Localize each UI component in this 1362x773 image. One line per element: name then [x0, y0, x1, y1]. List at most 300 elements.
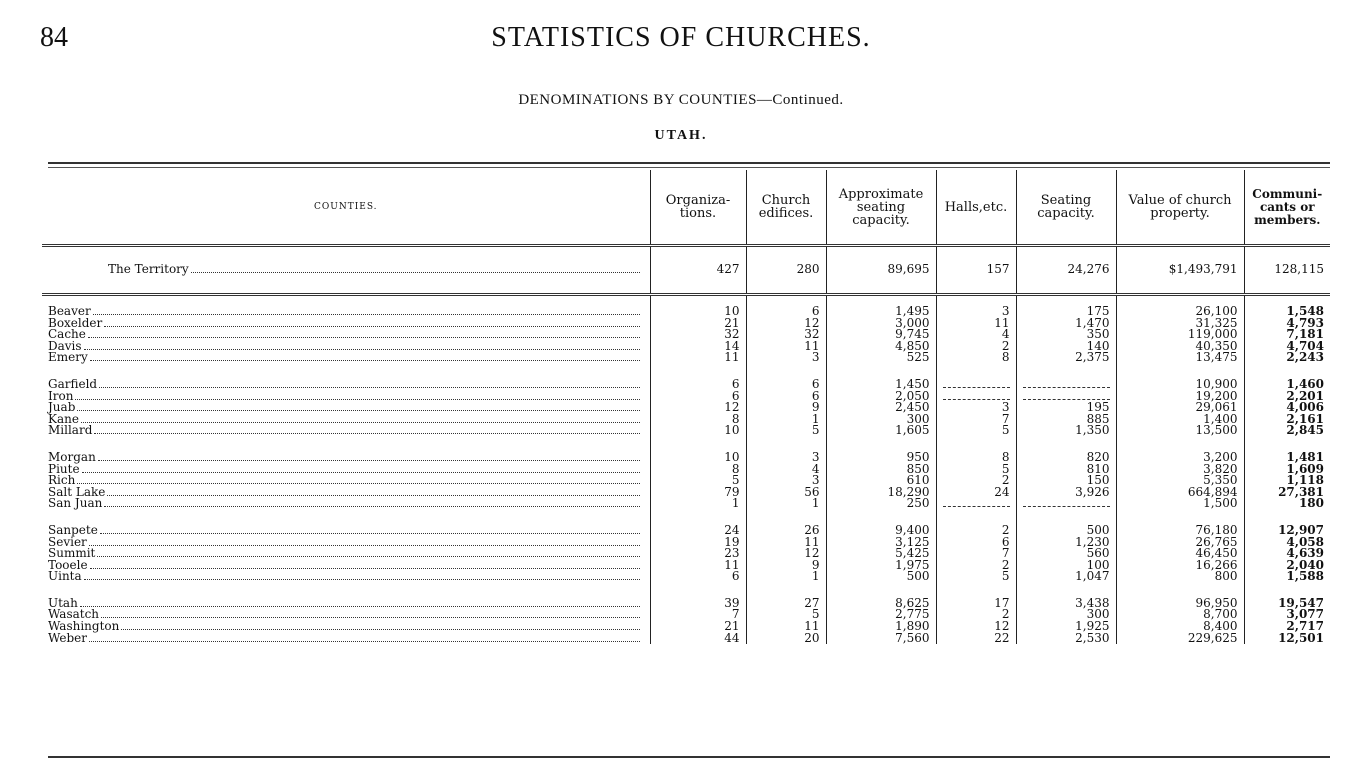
table-row	[42, 598, 1330, 610]
approx-seating-cell: 1,450	[826, 379, 936, 391]
territory-value: $1,493,791	[1116, 246, 1244, 295]
leader-dots	[90, 352, 640, 361]
seating-cell: 500	[1016, 525, 1116, 537]
seating-cell: 885	[1016, 414, 1116, 426]
county-name: Washington	[48, 619, 120, 634]
seating-cell: 1,350	[1016, 425, 1116, 437]
seating-cell: 100	[1016, 560, 1116, 572]
value-cell: 5,350	[1116, 475, 1244, 487]
table-row	[42, 306, 1330, 318]
approx-seating-cell: 2,450	[826, 402, 936, 414]
organizations-cell: 39	[650, 598, 746, 610]
communicants-cell: 4,006	[1244, 402, 1330, 414]
edifices-cell: 5	[746, 609, 826, 621]
approx-seating-cell: 1,605	[826, 425, 936, 437]
value-cell: 664,894	[1116, 487, 1244, 499]
county-name: San Juan	[48, 496, 103, 511]
county-name-cell	[42, 498, 650, 510]
edifices-cell: 27	[746, 598, 826, 610]
organizations-cell: 10	[650, 452, 746, 464]
leader-dots	[77, 402, 639, 411]
territory-seating: 24,276	[1016, 246, 1116, 295]
value-cell: 13,500	[1116, 425, 1244, 437]
value-cell: 16,266	[1116, 560, 1244, 572]
organizations-cell: 12	[650, 402, 746, 414]
table-row	[42, 498, 1330, 510]
county-name: Juab	[48, 400, 76, 415]
county-name-cell	[42, 595, 650, 610]
leader-dots	[101, 609, 639, 618]
county-name-cell	[42, 338, 650, 353]
communicants-cell: 4,704	[1244, 341, 1330, 353]
communicants-cell: 7,181	[1244, 329, 1330, 341]
approx-seating-cell: 4,850	[826, 341, 936, 353]
spacer-cell	[42, 510, 650, 525]
table-row	[42, 560, 1330, 572]
organizations-cell: 1	[650, 498, 746, 510]
leader-dots	[93, 306, 640, 315]
seating-cell: 1,047	[1016, 571, 1116, 583]
edifices-cell: 32	[746, 329, 826, 341]
communicants-cell: 3,077	[1244, 609, 1330, 621]
edifices-cell: 6	[746, 306, 826, 318]
county-name-cell	[42, 388, 650, 403]
halls-cell: 3	[936, 402, 1016, 414]
leader-dots	[89, 633, 640, 642]
seating-cell: 300	[1016, 609, 1116, 621]
seating-cell: 175	[1016, 306, 1116, 318]
leader-dots	[98, 452, 640, 461]
empty-value-dash	[1023, 500, 1110, 507]
organizations-cell: 23	[650, 548, 746, 560]
value-cell: 46,450	[1116, 548, 1244, 560]
column-header-counties: COUNTIES.	[42, 170, 650, 246]
organizations-cell: 32	[650, 329, 746, 341]
statistics-table	[42, 170, 1330, 644]
organizations-cell: 14	[650, 341, 746, 353]
edifices-cell: 6	[746, 379, 826, 391]
table-row	[42, 475, 1330, 487]
value-cell: 3,820	[1116, 464, 1244, 476]
halls-cell: 24	[936, 487, 1016, 499]
communicants-cell: 27,381	[1244, 487, 1330, 499]
value-cell: 26,765	[1116, 537, 1244, 549]
edifices-cell: 12	[746, 548, 826, 560]
county-name: Davis	[48, 338, 82, 353]
value-cell: 76,180	[1116, 525, 1244, 537]
table-row	[42, 633, 1330, 645]
approx-seating-cell: 3,125	[826, 537, 936, 549]
communicants-cell: 1,481	[1244, 452, 1330, 464]
approx-seating-cell: 1,495	[826, 306, 936, 318]
county-name: Wasatch	[48, 607, 100, 622]
communicants-cell: 4,639	[1244, 548, 1330, 560]
edifices-cell: 12	[746, 318, 826, 330]
county-name: Weber	[48, 630, 87, 645]
table-row	[42, 548, 1330, 560]
seating-cell: 810	[1016, 464, 1116, 476]
seating-cell: 1,925	[1016, 621, 1116, 633]
value-cell: 40,350	[1116, 341, 1244, 353]
halls-cell: 2	[936, 525, 1016, 537]
leader-dots	[121, 621, 639, 630]
state-title: UTAH.	[654, 128, 708, 143]
county-name-cell	[42, 548, 650, 560]
leader-dots	[88, 329, 640, 338]
organizations-cell: 21	[650, 318, 746, 330]
communicants-cell: 180	[1244, 498, 1330, 510]
column-header-church-edifices: Church edifices.	[746, 170, 826, 246]
county-name: Emery	[48, 350, 88, 365]
organizations-cell: 10	[650, 306, 746, 318]
county-name-cell	[42, 484, 650, 499]
value-cell: 800	[1116, 571, 1244, 583]
communicants-cell: 2,040	[1244, 560, 1330, 572]
halls-cell: 12	[936, 621, 1016, 633]
county-name: Rich	[48, 473, 76, 488]
edifices-cell: 26	[746, 525, 826, 537]
spacer-cell	[42, 364, 650, 379]
column-header-value: Value of church property.	[1116, 170, 1244, 246]
leader-dots	[81, 414, 640, 423]
territory-row	[42, 246, 1330, 295]
territory-organizations: 427	[650, 246, 746, 295]
communicants-cell: 4,058	[1244, 537, 1330, 549]
seating-cell: 2,375	[1016, 352, 1116, 364]
approx-seating-cell: 18,290	[826, 487, 936, 499]
organizations-cell: 19	[650, 537, 746, 549]
territory-halls: 157	[936, 246, 1016, 295]
edifices-cell: 9	[746, 560, 826, 572]
empty-value-dash	[943, 381, 1010, 388]
approx-seating-cell: 8,625	[826, 598, 936, 610]
county-name: Kane	[48, 411, 79, 426]
edifices-cell: 4	[746, 464, 826, 476]
county-name: Sevier	[48, 534, 87, 549]
county-name: Sanpete	[48, 522, 98, 537]
organizations-cell: 6	[650, 379, 746, 391]
value-cell: 13,475	[1116, 352, 1244, 364]
halls-cell: 2	[936, 341, 1016, 353]
communicants-cell: 2,845	[1244, 425, 1330, 437]
halls-cell: 2	[936, 475, 1016, 487]
empty-value-dash	[943, 393, 1010, 400]
seating-cell: 195	[1016, 402, 1116, 414]
county-name-cell	[42, 621, 650, 633]
edifices-cell: 3	[746, 352, 826, 364]
seating-cell: 820	[1016, 452, 1116, 464]
organizations-cell: 24	[650, 525, 746, 537]
empty-value-dash	[1023, 381, 1110, 388]
approx-seating-cell: 1,890	[826, 621, 936, 633]
spacer-cell	[42, 583, 650, 598]
leader-dots	[75, 391, 639, 400]
approx-seating-cell: 5,425	[826, 548, 936, 560]
value-cell: 10,900	[1116, 379, 1244, 391]
approx-seating-cell: 9,400	[826, 525, 936, 537]
header-row	[42, 170, 1330, 246]
halls-cell: 17	[936, 598, 1016, 610]
communicants-cell: 1,118	[1244, 475, 1330, 487]
territory-communicants: 128,115	[1244, 246, 1330, 295]
seating-cell	[1016, 379, 1116, 391]
halls-cell: 11	[936, 318, 1016, 330]
county-name-cell	[42, 609, 650, 621]
seating-cell	[1016, 498, 1116, 510]
communicants-cell: 2,161	[1244, 414, 1330, 426]
organizations-cell: 6	[650, 391, 746, 403]
organizations-cell: 10	[650, 425, 746, 437]
group-spacer	[42, 295, 1330, 307]
top-rule	[48, 162, 1330, 164]
approx-seating-cell: 1,975	[826, 560, 936, 572]
column-header-halls: Halls,etc.	[936, 170, 1016, 246]
seating-cell: 3,926	[1016, 487, 1116, 499]
spacer-cell	[42, 437, 650, 452]
county-name-cell	[42, 475, 650, 487]
county-name: Utah	[48, 595, 78, 610]
table-row	[42, 571, 1330, 583]
value-cell: 229,625	[1116, 633, 1244, 645]
halls-cell: 6	[936, 537, 1016, 549]
edifices-cell: 56	[746, 487, 826, 499]
county-name: Uinta	[48, 569, 82, 584]
approx-seating-cell: 850	[826, 464, 936, 476]
table-row	[42, 621, 1330, 633]
seating-cell: 560	[1016, 548, 1116, 560]
approx-seating-cell: 9,745	[826, 329, 936, 341]
approx-seating-cell: 250	[826, 498, 936, 510]
edifices-cell: 20	[746, 633, 826, 645]
leader-dots	[104, 318, 639, 327]
value-cell: 29,061	[1116, 402, 1244, 414]
leader-dots	[77, 475, 639, 484]
communicants-cell: 1,609	[1244, 464, 1330, 476]
value-cell: 8,700	[1116, 609, 1244, 621]
leader-dots	[100, 525, 640, 534]
county-name-cell	[42, 557, 650, 572]
approx-seating-cell: 7,560	[826, 633, 936, 645]
leader-dots	[97, 548, 639, 557]
seating-cell: 3,438	[1016, 598, 1116, 610]
halls-cell: 8	[936, 352, 1016, 364]
value-cell: 31,325	[1116, 318, 1244, 330]
county-name-cell	[42, 376, 650, 391]
value-cell: 8,400	[1116, 621, 1244, 633]
edifices-cell: 5	[746, 425, 826, 437]
leader-dots	[90, 560, 640, 569]
organizations-cell: 79	[650, 487, 746, 499]
top-rule-thin	[48, 167, 1330, 168]
value-cell: 26,100	[1116, 306, 1244, 318]
leader-dots	[80, 598, 640, 607]
value-cell: 3,200	[1116, 452, 1244, 464]
empty-value-dash	[1023, 393, 1110, 400]
county-name-cell	[42, 461, 650, 476]
county-name-cell	[42, 315, 650, 330]
organizations-cell: 8	[650, 464, 746, 476]
seating-cell: 140	[1016, 341, 1116, 353]
communicants-cell: 1,460	[1244, 379, 1330, 391]
column-header-communicants: Communi-cants or members.	[1244, 170, 1330, 246]
value-cell: 96,950	[1116, 598, 1244, 610]
bottom-rule	[48, 756, 1330, 758]
table-row	[42, 487, 1330, 499]
edifices-cell: 11	[746, 537, 826, 549]
group-spacer	[42, 583, 1330, 598]
column-header-organizations: Organiza-tions.	[650, 170, 746, 246]
halls-cell: 8	[936, 452, 1016, 464]
spacer-cell	[936, 364, 1016, 379]
halls-cell: 2	[936, 560, 1016, 572]
leader-dots	[104, 498, 639, 507]
approx-seating-cell: 500	[826, 571, 936, 583]
approx-seating-cell: 2,050	[826, 391, 936, 403]
halls-cell: 7	[936, 548, 1016, 560]
county-name: Tooele	[48, 557, 88, 572]
spacer-cell	[1016, 364, 1116, 379]
communicants-cell: 12,907	[1244, 525, 1330, 537]
table-row	[42, 341, 1330, 353]
halls-cell: 3	[936, 306, 1016, 318]
value-cell: 1,400	[1116, 414, 1244, 426]
organizations-cell: 8	[650, 414, 746, 426]
communicants-cell: 2,717	[1244, 621, 1330, 633]
edifices-cell: 3	[746, 452, 826, 464]
table-row	[42, 425, 1330, 437]
value-cell: 119,000	[1116, 329, 1244, 341]
halls-cell: 5	[936, 464, 1016, 476]
leader-dots	[82, 464, 640, 473]
county-name-cell	[42, 425, 650, 437]
organizations-cell: 7	[650, 609, 746, 621]
county-name: Iron	[48, 388, 74, 403]
approx-seating-cell: 610	[826, 475, 936, 487]
edifices-cell: 6	[746, 391, 826, 403]
county-name-cell	[42, 534, 650, 549]
table-row	[42, 329, 1330, 341]
approx-seating-cell: 2,775	[826, 609, 936, 621]
group-spacer	[42, 437, 1330, 452]
value-cell: 19,200	[1116, 391, 1244, 403]
communicants-cell: 1,548	[1244, 306, 1330, 318]
territory-edifices: 280	[746, 246, 826, 295]
organizations-cell: 21	[650, 621, 746, 633]
edifices-cell: 9	[746, 402, 826, 414]
communicants-cell: 4,793	[1244, 318, 1330, 330]
table-row	[42, 391, 1330, 403]
table-row	[42, 318, 1330, 330]
table-row	[42, 609, 1330, 621]
county-name: Morgan	[48, 449, 96, 464]
leader-dots	[84, 341, 640, 350]
communicants-cell: 12,501	[1244, 633, 1330, 645]
communicants-cell: 2,201	[1244, 391, 1330, 403]
edifices-cell: 1	[746, 498, 826, 510]
seating-cell: 2,530	[1016, 633, 1116, 645]
edifices-cell: 1	[746, 414, 826, 426]
edifices-cell: 3	[746, 475, 826, 487]
county-name-cell	[42, 306, 650, 318]
county-name: Salt Lake	[48, 484, 106, 499]
seating-cell: 350	[1016, 329, 1116, 341]
approx-seating-cell: 3,000	[826, 318, 936, 330]
table-row	[42, 525, 1330, 537]
empty-value-dash	[943, 500, 1010, 507]
halls-cell: 5	[936, 425, 1016, 437]
county-name: Boxelder	[48, 315, 103, 330]
halls-cell: 2	[936, 609, 1016, 621]
seating-cell: 150	[1016, 475, 1116, 487]
county-name-cell	[42, 402, 650, 414]
group-spacer	[42, 510, 1330, 525]
halls-cell	[936, 379, 1016, 391]
leader-dots	[89, 537, 640, 546]
county-name: Cache	[48, 327, 86, 342]
group-spacer	[42, 364, 1330, 379]
county-name: Millard	[48, 423, 93, 438]
territory-name-cell	[42, 246, 650, 295]
communicants-cell: 2,243	[1244, 352, 1330, 364]
halls-cell	[936, 498, 1016, 510]
table-row	[42, 537, 1330, 549]
halls-cell: 4	[936, 329, 1016, 341]
county-name-cell	[42, 630, 650, 645]
value-cell: 1,500	[1116, 498, 1244, 510]
county-name-cell	[42, 522, 650, 537]
communicants-cell: 1,588	[1244, 571, 1330, 583]
approx-seating-cell: 525	[826, 352, 936, 364]
page-title: STATISTICS OF CHURCHES.	[491, 22, 871, 53]
section-title: DENOMINATIONS BY COUNTIES—Continued.	[518, 92, 844, 108]
spacer-cell	[42, 295, 650, 307]
seating-cell: 1,470	[1016, 318, 1116, 330]
seating-cell: 1,230	[1016, 537, 1116, 549]
edifices-cell: 1	[746, 571, 826, 583]
county-name-cell	[42, 329, 650, 341]
table-row	[42, 352, 1330, 364]
county-name: Garfield	[48, 376, 98, 391]
county-name: Piute	[48, 461, 80, 476]
county-name-cell	[42, 411, 650, 426]
organizations-cell: 44	[650, 633, 746, 645]
halls-cell: 7	[936, 414, 1016, 426]
county-name: Beaver	[48, 304, 91, 318]
county-name-cell	[42, 571, 650, 583]
leader-dots	[84, 571, 640, 580]
table-row	[42, 402, 1330, 414]
leader-dots	[107, 487, 639, 496]
table-row	[42, 379, 1330, 391]
edifices-cell: 11	[746, 341, 826, 353]
territory-name: The Territory	[108, 262, 189, 277]
organizations-cell: 6	[650, 571, 746, 583]
leader-dots	[94, 425, 639, 434]
communicants-cell: 19,547	[1244, 598, 1330, 610]
territory-approx-seating: 89,695	[826, 246, 936, 295]
column-header-seating-capacity: Seating capacity.	[1016, 170, 1116, 246]
organizations-cell: 11	[650, 560, 746, 572]
approx-seating-cell: 300	[826, 414, 936, 426]
leader-dots	[99, 379, 639, 388]
table-row	[42, 464, 1330, 476]
organizations-cell: 11	[650, 352, 746, 364]
edifices-cell: 11	[746, 621, 826, 633]
county-name-cell	[42, 352, 650, 364]
column-header-approx-seating: Approximate seating capacity.	[826, 170, 936, 246]
page-number: 84	[40, 22, 68, 53]
halls-cell: 22	[936, 633, 1016, 645]
